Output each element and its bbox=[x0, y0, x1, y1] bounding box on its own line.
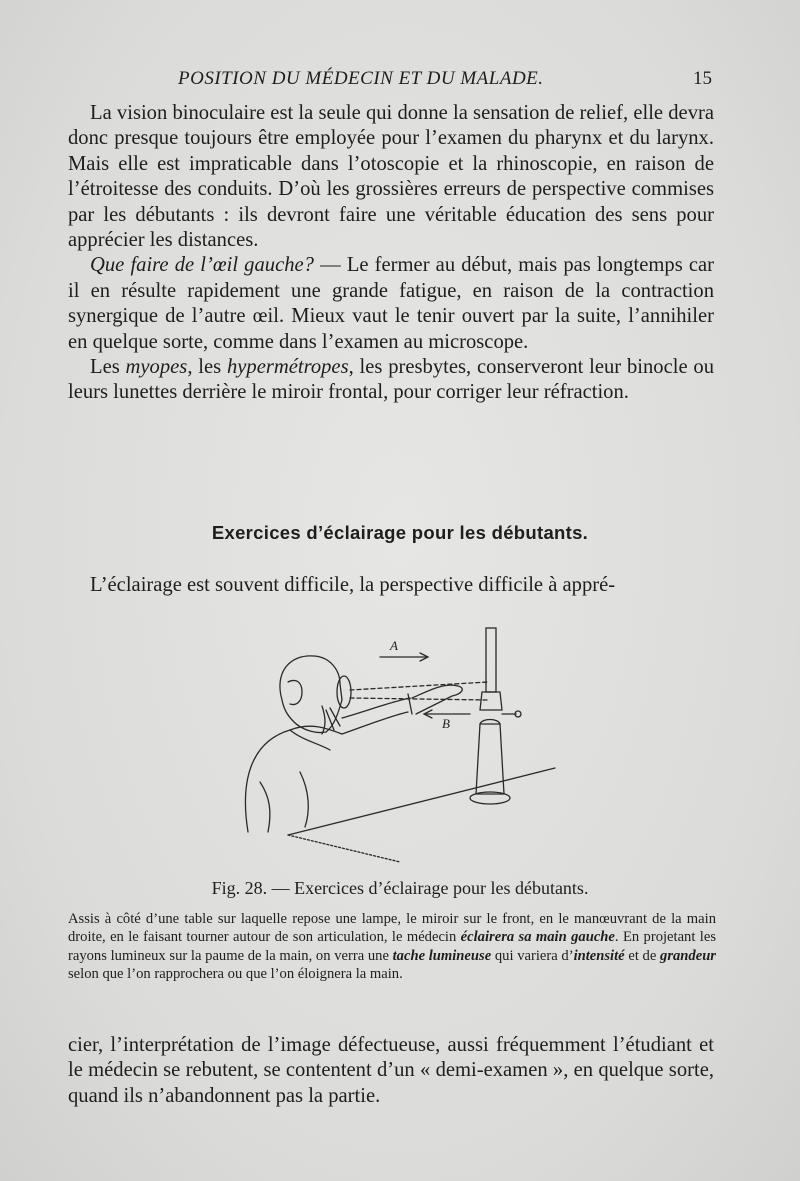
legend-emphasis-spot: tache lumineuse bbox=[392, 947, 492, 964]
term-myopes: myopes bbox=[125, 356, 188, 379]
legend-emphasis-size: grandeur bbox=[660, 947, 716, 964]
paragraph-left-eye bbox=[68, 253, 714, 355]
figure-caption: Fig. 28. — Exercices d’éclairage pour les débutants. bbox=[211, 878, 589, 898]
legend-part-5: selon que l’on rapprochera ou que l’on éloignera la main. bbox=[68, 966, 403, 983]
question-left-eye: Que faire de l’œil gauche? bbox=[90, 254, 314, 277]
doctor-back bbox=[245, 726, 342, 832]
head-mirror bbox=[337, 676, 351, 708]
table-edge bbox=[288, 768, 555, 835]
continued-line: L’éclairage est souvent difficile, la perspective difficile à appré- bbox=[90, 574, 616, 596]
lamp-burner bbox=[480, 692, 502, 710]
p3-mid: , les bbox=[187, 356, 227, 379]
body-text-top bbox=[68, 101, 714, 406]
figure-legend bbox=[68, 910, 716, 984]
paragraph-closing: cier, l’interprétation de l’image défectueuse, aussi fréquemment l’étudiant et le médecin se rebutent, se contentent d’un « demi-examen », en quelque sorte, quand ils n’abandonnent pas la partie. bbox=[68, 1034, 714, 1107]
figure-illustration bbox=[230, 622, 570, 872]
body-text-bottom bbox=[68, 1033, 714, 1109]
page-number: 15 bbox=[693, 68, 712, 89]
legend-part-2: . En projetant les rayons lumineux sur la paume de la main, on verra une bbox=[68, 929, 716, 964]
running-head bbox=[68, 68, 712, 98]
legend-emphasis-intensity: intensité bbox=[573, 947, 625, 964]
light-ray-b bbox=[350, 698, 488, 700]
legend-part-3: qui variera d’ bbox=[491, 947, 574, 964]
running-title: POSITION DU MÉDECIN ET DU MALADE. bbox=[178, 68, 544, 89]
label-a: A bbox=[390, 638, 398, 653]
paragraph-binocular-vision: La vision binoculaire est la seule qui donne la sensation de relief, elle devra donc presque toujours être employée pour l’examen du pharynx et du larynx. Mais elle est impraticable dans l’otoscopie et la rhinoscopie, en raison de l’étroitesse des conduits. D’où les grossières erreurs de perspective commises par les débutants : ils devront faire une véritable éducation des sens pour apprécier les distances. bbox=[68, 102, 714, 252]
paragraph-refraction bbox=[68, 355, 714, 406]
legend-part-4: et de bbox=[624, 947, 661, 964]
lamp-reservoir bbox=[476, 724, 504, 794]
table-front-edge bbox=[288, 835, 400, 862]
label-b: B bbox=[442, 716, 450, 731]
section-heading: Exercices d’éclairage pour les débutants. bbox=[211, 522, 589, 543]
doctor-arm bbox=[342, 698, 410, 718]
doctor-head bbox=[280, 656, 342, 733]
light-ray-a bbox=[350, 682, 488, 690]
answer-left-eye: — Le fermer au début, mais pas longtemps car il en résulte rapidement une grande fatigue, en raison de la contraction synergique de l’autre œil. Mieux vaut le tenir ouvert par la suite, l’annihiler en quelque sorte, comme dans l’examen au microscope. bbox=[68, 254, 714, 353]
term-hypermetropes: hypermétropes bbox=[226, 356, 349, 379]
lamp-chimney bbox=[486, 628, 496, 692]
p3-rest: , les presbytes, conserveront leur binocle ou leurs lunettes derrière le miroir frontal, pour corriger leur réfraction. bbox=[68, 356, 714, 404]
legend-emphasis-hand: éclairera sa main gauche bbox=[460, 929, 615, 946]
p3-start: Les bbox=[90, 356, 126, 379]
legend-part-1: Assis à côté d’une table sur laquelle repose une lampe, le miroir sur le front, en le manœuvrant de la main droite, en le faisant tourner autour de son articulation, le médecin bbox=[68, 911, 716, 946]
